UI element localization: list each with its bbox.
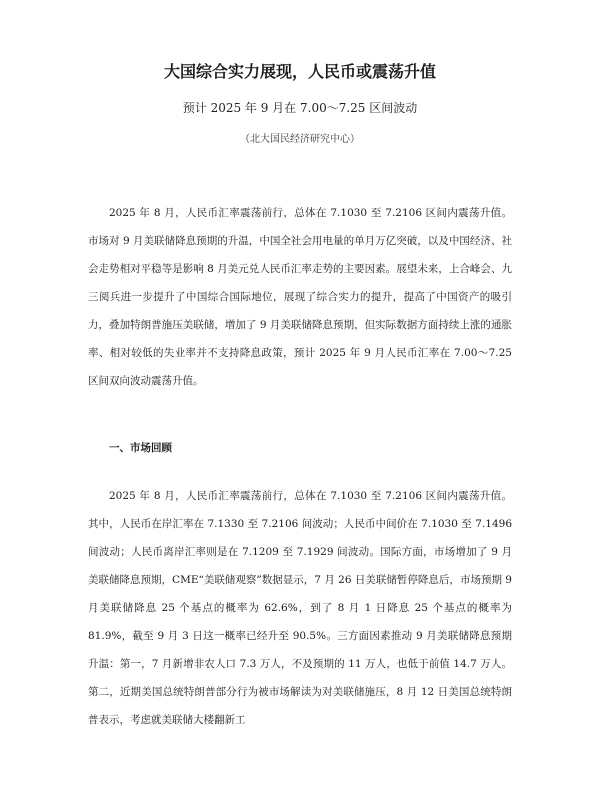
summary-text: 2025 年 8 月，人民币汇率震荡前行，总体在 7.1030 至 7.2106 区间内震荡升值。市场对 9 月美联储降息预期的升温，中国全社会用电量的单月万亿突破，以及中国经济、社会走势相对平稳等是影响 8 月美元兑人民币汇率走势的主要因素。展望未来，上合峰会、九三阅兵进一步提升了中国综合国际地位，展现了综合实力的提升，提高了中国资产的吸引力，叠加特朗普施压美联储，增加了 9 月美联储降息预期，但实际数据方面持续上涨的通胀率、相对较低的失业率并不支持降息政策，预计 2025 年 9 月人民币汇率在 7.00～7.25 区间双向波动震荡升值。: [88, 207, 512, 387]
document-title: 大国综合实力展现，人民币或震荡升值: [163, 62, 436, 81]
section-heading-market-review: 一、市场回顾: [109, 442, 172, 454]
market-review-paragraph: [88, 482, 512, 734]
document-subtitle: 预计 2025 年 9 月在 7.00～7.25 区间波动: [182, 101, 418, 115]
document-source: （北大国民经济研究中心）: [240, 134, 360, 145]
summary-paragraph: [88, 199, 512, 395]
market-review-text: 2025 年 8 月，人民币汇率震荡前行，总体在 7.1030 至 7.2106 区间内震荡升值。其中，人民币在岸汇率在 7.1330 至 7.2106 间波动；人民币中间价在 7.1030 至 7.1496 间波动；人民币离岸汇率则是在 7.1209 至 7.1929 间波动。国际方面，市场增加了 9 月美联储降息预期，CME“美联储观察”数据显示，7 月 26 日美联储暂停降息后，市场预期 9 月美联储降息 25 个基点的概率为 62.6%，到了 8 月 1 日降息 25 个基点的概率为 81.9%，截至 9 月 3 日这一概率已经升至 90.5%。三方面因素推动 9 月美联储降息预期升温：第一，7 月新增非农人口 7.3 万人，不及预期的 11 万人，也低于前值 14.7 万人。第二，近期美国总统特朗普部分行为被市场解读为对美联储施压，8 月 12 日美国总统特朗普表示，考虑就美联储大楼翻新工: [88, 490, 512, 726]
